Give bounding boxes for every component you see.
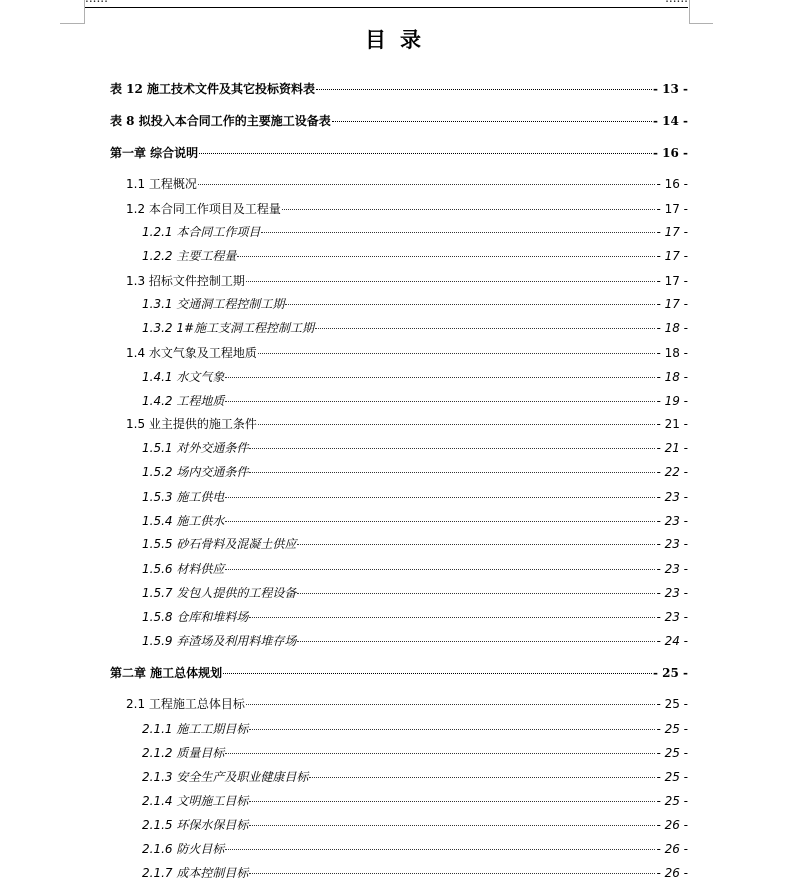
toc-dot-leader xyxy=(225,400,655,402)
toc-entry[interactable] xyxy=(126,343,688,363)
toc-entry-page-number: - 23 - xyxy=(656,586,688,600)
toc-entry-label: 1.5.6 材料供应 xyxy=(142,562,225,576)
toc-entry-label: 1.3.1 交通洞工程控制工期 xyxy=(142,297,285,311)
toc-entry-label: 1.5.4 施工供水 xyxy=(142,514,225,528)
header-left-text xyxy=(85,0,108,5)
toc-entry-page-number: - 17 - xyxy=(656,297,688,311)
toc-entry[interactable] xyxy=(142,791,688,811)
toc-entry[interactable] xyxy=(142,631,688,651)
toc-entry[interactable] xyxy=(126,271,688,291)
toc-entry[interactable] xyxy=(110,143,688,163)
toc-entry-label: 1.5 业主提供的施工条件 xyxy=(126,417,257,431)
toc-entry-page-number: - 25 - xyxy=(656,794,688,808)
toc-entry[interactable] xyxy=(142,719,688,739)
toc-entry-page-number: - 23 - xyxy=(656,490,688,504)
toc-entry-label: 表 12 施工技术文件及其它投标资料表 xyxy=(110,82,316,96)
toc-entry-label: 2.1.3 安全生产及职业健康目标 xyxy=(142,770,309,784)
toc-dot-leader xyxy=(246,703,656,705)
toc-entry-page-number: - 23 - xyxy=(656,610,688,624)
toc-entry-label: 1.3.2 1#施工支洞工程控制工期 xyxy=(142,321,315,335)
toc-entry-label: 2.1 工程施工总体目标 xyxy=(126,697,245,711)
toc-entry-page-number: - 16 - xyxy=(652,146,688,160)
toc-entry-label: 1.4 水文气象及工程地质 xyxy=(126,346,257,360)
toc-dot-leader xyxy=(249,447,655,449)
toc-entry-label: 1.4.1 水文气象 xyxy=(142,370,225,384)
toc-dot-leader xyxy=(225,496,655,498)
toc-entry[interactable] xyxy=(110,79,688,99)
toc-entry-page-number: - 25 - xyxy=(656,746,688,760)
toc-dot-leader xyxy=(225,376,655,378)
toc-entry[interactable] xyxy=(142,559,688,579)
toc-entry-page-number: - 17 - xyxy=(656,225,688,239)
toc-entry-page-number: - 25 - xyxy=(656,770,688,784)
toc-entry-page-number: - 18 - xyxy=(656,346,688,360)
toc-dot-leader xyxy=(258,352,656,354)
toc-entry-page-number: - 19 - xyxy=(656,394,688,408)
toc-entry-label: 2.1.4 文明施工目标 xyxy=(142,794,249,808)
toc-entry-label: 2.1.7 成本控制目标 xyxy=(142,866,249,880)
toc-entry-page-number: - 18 - xyxy=(656,370,688,384)
toc-dot-leader xyxy=(199,152,652,154)
toc-entry-label: 1.5.1 对外交通条件 xyxy=(142,441,249,455)
toc-entry-page-number: - 23 - xyxy=(656,514,688,528)
toc-entry[interactable] xyxy=(142,607,688,627)
toc-entry-page-number: - 24 - xyxy=(656,634,688,648)
page-title: 目录 xyxy=(365,28,435,52)
toc-entry[interactable] xyxy=(126,199,688,219)
toc-entry[interactable] xyxy=(142,743,688,763)
toc-entry[interactable] xyxy=(142,534,688,554)
toc-dot-leader xyxy=(332,120,652,122)
toc-entry-page-number: - 13 - xyxy=(652,82,688,96)
toc-entry-label: 1.2 本合同工作项目及工程量 xyxy=(126,202,281,216)
toc-entry-page-number: - 26 - xyxy=(656,866,688,880)
toc-entry-page-number: - 14 - xyxy=(652,114,688,128)
toc-entry-label: 2.1.2 质量目标 xyxy=(142,746,225,760)
toc-dot-leader xyxy=(249,616,655,618)
toc-dot-leader xyxy=(285,303,655,305)
toc-entry-label: 1.2.1 本合同工作项目 xyxy=(142,225,261,239)
toc-dot-leader xyxy=(225,568,655,570)
toc-dot-leader xyxy=(249,872,655,874)
crop-mark-top-right-vertical xyxy=(689,0,690,24)
toc-entry[interactable] xyxy=(142,462,688,482)
toc-dot-leader xyxy=(225,752,655,754)
toc-entry[interactable] xyxy=(142,815,688,835)
toc-dot-leader xyxy=(225,848,655,850)
toc-entry-label: 1.3 招标文件控制工期 xyxy=(126,274,245,288)
toc-entry[interactable] xyxy=(142,839,688,859)
toc-dot-leader xyxy=(246,280,656,282)
toc-entry-label: 1.2.2 主要工程量 xyxy=(142,249,237,263)
toc-entry-page-number: - 22 - xyxy=(656,465,688,479)
toc-entry-label: 2.1.5 环保水保目标 xyxy=(142,818,249,832)
toc-entry[interactable] xyxy=(126,414,688,434)
toc-entry-page-number: - 17 - xyxy=(656,274,688,288)
toc-entry-label: 1.5.5 砂石骨料及混凝土供应 xyxy=(142,537,297,551)
toc-entry[interactable] xyxy=(126,694,688,714)
toc-dot-leader xyxy=(223,672,652,674)
header-right-text xyxy=(665,0,688,5)
toc-entry-page-number: - 25 - xyxy=(652,666,688,680)
toc-dot-leader xyxy=(309,776,655,778)
toc-entry-page-number: - 26 - xyxy=(656,818,688,832)
toc-dot-leader xyxy=(297,543,655,545)
toc-entry[interactable] xyxy=(142,511,688,531)
toc-entry-label: 1.5.9 弃渣场及利用料堆存场 xyxy=(142,634,297,648)
toc-entry[interactable] xyxy=(126,174,688,194)
toc-entry[interactable] xyxy=(110,663,688,683)
toc-entry-label: 表 8 拟投入本合同工作的主要施工设备表 xyxy=(110,114,331,128)
toc-dot-leader xyxy=(261,231,655,233)
toc-entry-label: 第一章 综合说明 xyxy=(110,146,199,160)
toc-dot-leader xyxy=(249,800,655,802)
toc-entry-label: 2.1.1 施工工期目标 xyxy=(142,722,249,736)
toc-entry-label: 第二章 施工总体规划 xyxy=(110,666,223,680)
toc-entry-page-number: - 16 - xyxy=(656,177,688,191)
toc-entry-label: 2.1.6 防火目标 xyxy=(142,842,225,856)
toc-entry-label: 1.5.8 仓库和堆料场 xyxy=(142,610,249,624)
toc-entry[interactable] xyxy=(142,294,688,314)
toc-dot-leader xyxy=(258,423,656,425)
toc-dot-leader xyxy=(237,255,655,257)
toc-dot-leader xyxy=(297,592,655,594)
toc-entry[interactable] xyxy=(142,487,688,507)
toc-entry[interactable] xyxy=(142,222,688,242)
toc-dot-leader xyxy=(282,208,656,210)
toc-dot-leader xyxy=(249,471,655,473)
toc-entry-label: 1.5.3 施工供电 xyxy=(142,490,225,504)
toc-entry[interactable] xyxy=(142,767,688,787)
toc-entry-label: 1.4.2 工程地质 xyxy=(142,394,225,408)
page-header xyxy=(85,0,688,8)
toc-dot-leader xyxy=(225,520,655,522)
toc-dot-leader xyxy=(316,88,652,90)
toc-entry[interactable] xyxy=(142,438,688,458)
toc-entry-label: 1.1 工程概况 xyxy=(126,177,197,191)
toc-entry-page-number: - 17 - xyxy=(656,249,688,263)
toc-entry-page-number: - 23 - xyxy=(656,562,688,576)
toc-entry[interactable] xyxy=(142,583,688,603)
toc-entry-label: 1.5.7 发包人提供的工程设备 xyxy=(142,586,297,600)
toc-dot-leader xyxy=(297,640,655,642)
toc-dot-leader xyxy=(198,183,656,185)
toc-entry[interactable] xyxy=(110,111,688,131)
toc-entry[interactable] xyxy=(142,246,688,266)
toc-dot-leader xyxy=(249,824,655,826)
toc-entry[interactable] xyxy=(142,391,688,411)
toc-entry-page-number: - 21 - xyxy=(656,441,688,455)
toc-entry[interactable] xyxy=(142,367,688,387)
toc-entry-page-number: - 23 - xyxy=(656,537,688,551)
toc-entry-page-number: - 18 - xyxy=(656,321,688,335)
toc-entry-page-number: - 17 - xyxy=(656,202,688,216)
toc-entry-page-number: - 25 - xyxy=(656,697,688,711)
toc-entry-label: 1.5.2 场内交通条件 xyxy=(142,465,249,479)
toc-entry-page-number: - 25 - xyxy=(656,722,688,736)
toc-entry[interactable] xyxy=(142,318,688,338)
toc-dot-leader xyxy=(315,327,655,329)
toc-dot-leader xyxy=(249,728,655,730)
toc-entry-page-number: - 21 - xyxy=(656,417,688,431)
toc-entry-page-number: - 26 - xyxy=(656,842,688,856)
toc-entry[interactable] xyxy=(142,863,688,883)
